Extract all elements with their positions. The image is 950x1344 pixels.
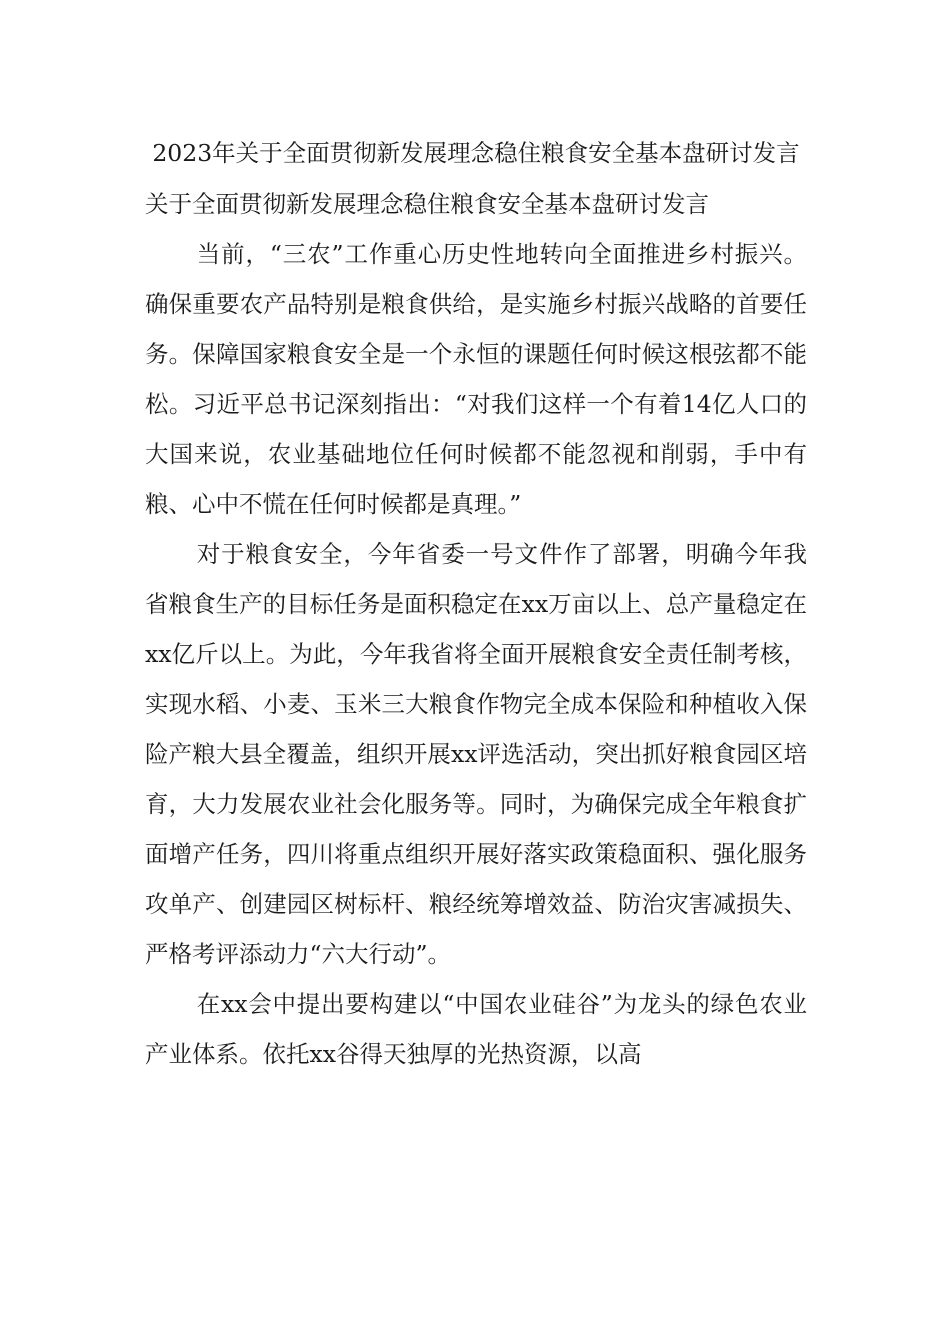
paragraph-2: 对于粮食安全，今年省委一号文件作了部署，明确今年我省粮食生产的目标任务是面积稳定在xx万亩以上、总产量稳定在xx亿斤以上。为此，今年我省将全面开展粮食安全责任制考核，实现水稻、小麦、玉米三大粮食作物完全成本保险和种植收入保险产粮大县全覆盖，组织开展xx评选活动，突出抓好粮食园区培育，大力发展农业社会化服务等。同时，为确保完成全年粮食扩面增产任务，四川将重点组织开展好落实政策稳面积、强化服务攻单产、创建园区树标杆、粮经统筹增效益、防治灾害减损失、严格考评添动力“六大行动”。 (145, 540, 807, 968)
document-title: 2023年关于全面贯彻新发展理念稳住粮食安全基本盘研讨发言 (152, 139, 800, 167)
document-subtitle: 关于全面贯彻新发展理念稳住粮食安全基本盘研讨发言 (145, 190, 709, 218)
paragraph-3: 在xx会中提出要构建以“中国农业硅谷”为龙头的绿色农业产业体系。依托xx谷得天独厚的光热资源，以高 (145, 990, 807, 1068)
paragraph-1: 当前，“三农”工作重心历史性地转向全面推进乡村振兴。确保重要农产品特别是粮食供给，是实施乡村振兴战略的首要任务。保障国家粮食安全是一个永恒的课题任何时候这根弦都不能松。习近平总书记深刻指出：“对我们这样一个有着14亿人口的大国来说，农业基础地位任何时候都不能忽视和削弱，手中有粮、心中不慌在任何时候都是真理。” (145, 240, 807, 518)
document-body (145, 127, 807, 1079)
